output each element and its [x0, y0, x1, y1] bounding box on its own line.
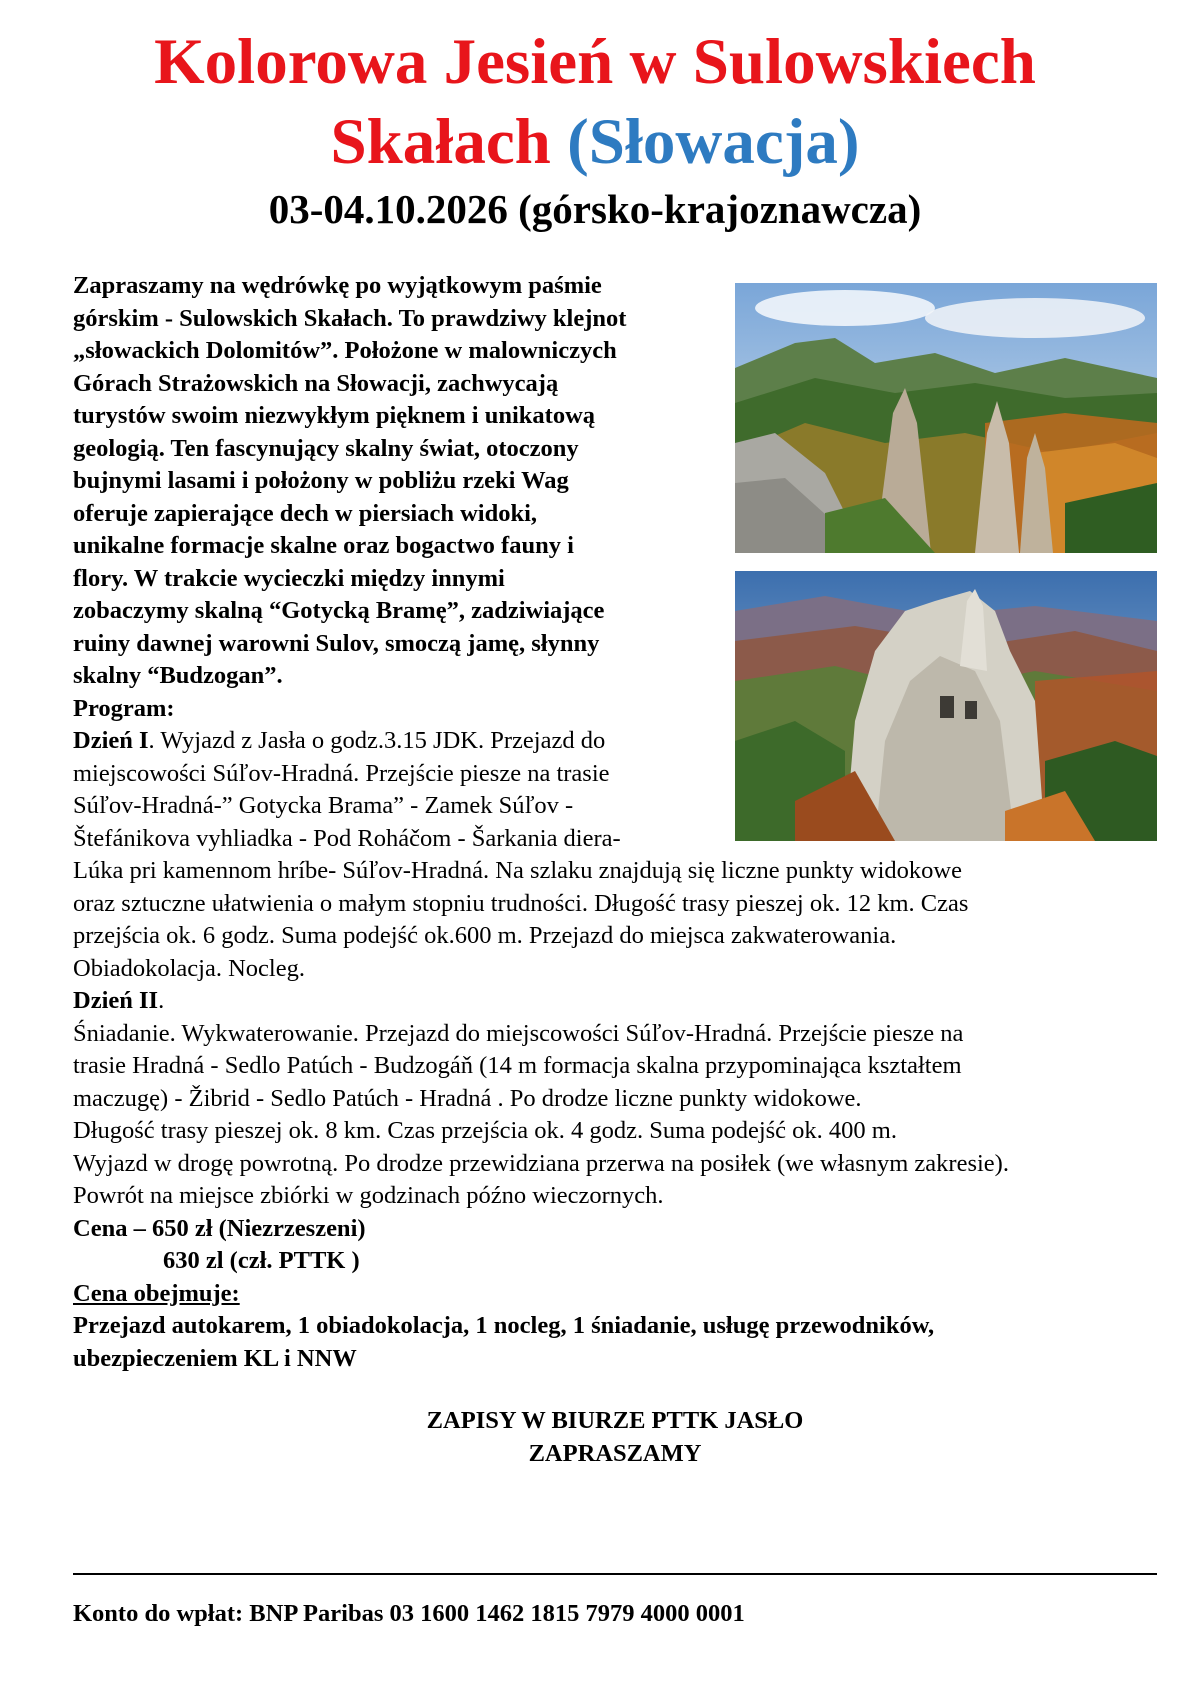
photo-rock-pinnacles	[735, 283, 1157, 553]
price-includes-line: ubezpieczeniem KL i NNW	[73, 1344, 357, 1372]
intro-line: „słowackich Dolomitów”. Położone w malowniczych	[73, 337, 617, 364]
price-includes-line: Przejazd autokarem, 1 obiadokolacja, 1 nocleg, 1 śniadanie, usługę przewodników,	[73, 1312, 935, 1339]
day2-label-suffix: .	[158, 987, 165, 1014]
day1-line: Obiadokolacja. Nocleg.	[73, 954, 305, 982]
intro-line: flory. W trakcie wycieczki między innymi	[73, 564, 505, 592]
intro-line: skalny “Budzogan”.	[73, 662, 283, 689]
day1-line: Štefánikova vyhliadka - Pod Roháčom - Šarkania diera-	[73, 824, 621, 852]
day2-line: Wyjazd w drogę powrotną. Po drodze przewidziana przerwa na posiłek (we własnym zakresie).	[73, 1149, 1009, 1177]
price-includes-label: Cena obejmuje:	[73, 1279, 240, 1307]
day2-line: maczugę) - Žibrid - Sedlo Patúch - Hradná . Po drodze liczne punkty widokowe.	[73, 1084, 862, 1112]
intro-line: unikalne formacje skalne oraz bogactwo fauny i	[73, 532, 574, 559]
day1-line: oraz sztuczne ułatwienia o małym stopniu trudności. Długość trasy pieszej ok. 12 km. Czas	[73, 889, 969, 917]
photo-castle-ruins	[735, 571, 1157, 841]
intro-line: bujnymi lasami i położony w pobliżu rzeki Wag	[73, 467, 569, 494]
intro-line: ruiny dawnej warowni Sulov, smoczą jamę, słynny	[73, 629, 600, 657]
date-line: 03-04.10.2026 (górsko-krajoznawcza)	[268, 186, 922, 232]
intro-line: zobaczymy skalną “Gotycką Bramę”, zadziwiające	[73, 597, 605, 624]
intro-line: Górach Strażowskich na Słowacji, zachwycają	[73, 369, 559, 397]
day1-line: Súľov-Hradná-” Gotycka Brama” - Zamek Súľov -	[73, 792, 574, 819]
footer-divider	[73, 1573, 1157, 1575]
title-skalach: Skałach	[330, 106, 551, 178]
price-line-1: Cena – 650 zł (Niezrzeszeni)	[73, 1214, 366, 1242]
price-line-2: 630 zl (czł. PTTK )	[163, 1247, 360, 1274]
signup-line-1: ZAPISY W BIURZE PTTK JASŁO	[426, 1407, 804, 1434]
intro-line: geologią. Ten fascynujący skalny świat, otoczony	[73, 434, 579, 462]
day2-line: Długość trasy pieszej ok. 8 km. Czas przejścia ok. 4 godz. Suma podejść ok. 400 m.	[73, 1117, 897, 1144]
intro-line: górskim - Sulowskich Skałach. To prawdziwy klejnot	[73, 304, 627, 332]
signup-line-2: ZAPRASZAMY	[528, 1439, 702, 1467]
day1-line: Lúka pri kamennom hríbe- Súľov-Hradná. Na szlaku znajdują się liczne punkty widokowe	[73, 857, 962, 884]
day1-line: miejscowości Súľov-Hradná. Przejście piesze na trasie	[73, 759, 610, 787]
day1-label: Dzień I	[73, 727, 149, 754]
day2-line: Śniadanie. Wykwaterowanie. Przejazd do miejscowości Súľov-Hradná. Przejście piesze na	[73, 1019, 964, 1047]
program-label: Program:	[73, 694, 175, 722]
footer-account: Konto do wpłat: BNP Paribas 03 1600 1462 1815 7979 4000 0001	[73, 1600, 745, 1627]
day1-line: przejścia ok. 6 godz. Suma podejść ok.600 m. Przejazd do miejsca zakwaterowania.	[73, 922, 897, 949]
day1-first-text: . Wyjazd z Jasła o godz.3.15 JDK. Przejazd do	[148, 727, 606, 754]
day2-line: Powrót na miejsce zbiórki w godzinach późno wieczornych.	[73, 1182, 664, 1209]
intro-line: oferuje zapierające dech w piersiach widoki,	[73, 499, 538, 527]
title-slowacja: (Słowacja)	[567, 106, 860, 178]
day2-label: Dzień II	[73, 987, 159, 1014]
day2-line: trasie Hradná - Sedlo Patúch - Budzogáň (14 m formacja skalna przypominająca kształtem	[73, 1052, 962, 1079]
title-line-1: Kolorowa Jesień w Sulowskiech	[154, 26, 1036, 98]
intro-line: Zapraszamy na wędrówkę po wyjątkowym paśmie	[73, 272, 602, 299]
title-line-2	[0, 102, 1190, 182]
day1-first-line	[73, 725, 605, 758]
intro-line: turystów swoim niezwykłym pięknem i unikatową	[73, 402, 596, 429]
day2-heading	[73, 985, 164, 1018]
